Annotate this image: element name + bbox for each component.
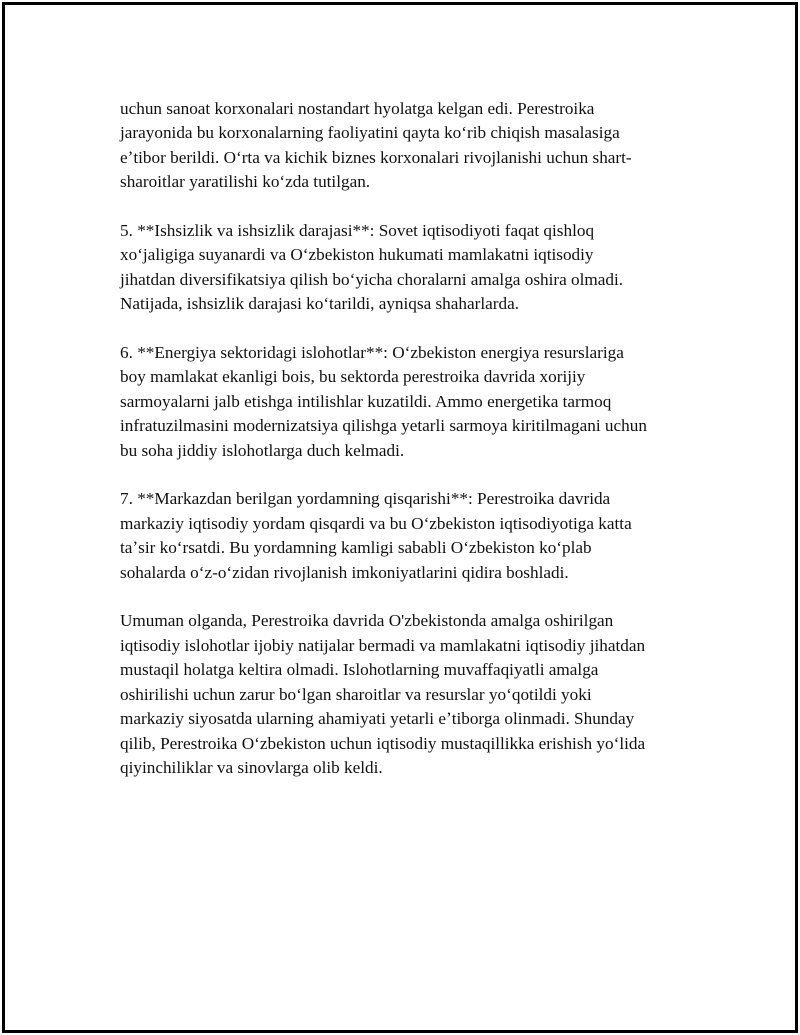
paragraph-conclusion: Umuman olganda, Perestroika davrida O'zbekistonda amalga oshirilgan iqtisodiy islohotlar ijobiy natijalar bermadi va mamlakatni iqtisodiy jihatdan mustaqil holatga keltira olmadi. Islohotlarning muvaffaqiyatli amalga oshirilishi uchun zarur boʻlgan sharoitlar va resurslar yoʻqotildi yoki markaziy siyosatda ularning ahamiyati yetarli eʼtiborga olinmadi. Shunday qilib, Perestroika Oʻzbekiston uchun iqtisodiy mustaqillikka erishish yoʻlida qiyinchiliklar va sinovlarga olib keldi. [120, 611, 646, 777]
paragraph-item-6: 6. **Energiya sektoridagi islohotlar**: Oʻzbekiston energiya resurslariga boy mamlakat ekanligi bois, bu sektorda perestroika davrida xorijiy sarmoyalarni jalb etishga intilishlar kuzatildi. Ammo energetika tarmoq infratuzilmasini modernizatsiya qilishga yetarli sarmoya kiritilmagani uchun bu soha jiddiy islohotlarga duch kelmadi. [120, 343, 647, 460]
paragraph-item-5: 5. **Ishsizlik va ishsizlik darajasi**: Sovet iqtisodiyoti faqat qishloq xoʻjaligiga suyanardi va Oʻzbekiston hukumati mamlakatni iqtisodiy jihatdan diversifikatsiya qilish boʻyicha choralarni amalga oshira olmadi. Natijada, ishsizlik darajasi koʻtarildi, ayniqsa shaharlarda. [120, 221, 624, 314]
paragraph-item-7: 7. **Markazdan berilgan yordamning qisqarishi**: Perestroika davrida markaziy iqtisodiy yordam qisqardi va bu Oʻzbekiston iqtisodiyotiga katta taʼsir koʻrsatdi. Bu yordamning kamligi sababli Oʻzbekiston koʻplab sohalarda oʻz-oʻzidan rivojlanish imkoniyatlarini qidira boshladi. [120, 489, 632, 582]
paragraph-continuation: uchun sanoat korxonalari nostandart hyolatga kelgan edi. Perestroika jarayonida bu korxonalarning faoliyatini qayta koʻrib chiqish masalasiga eʼtibor berildi. Oʻrta va kichik biznes korxonalari rivojlanishi uchun shart- sharoitlar yaratilishi koʻzda tutilgan. [120, 99, 632, 192]
document-body [120, 97, 695, 805]
page-frame [2, 2, 798, 1033]
